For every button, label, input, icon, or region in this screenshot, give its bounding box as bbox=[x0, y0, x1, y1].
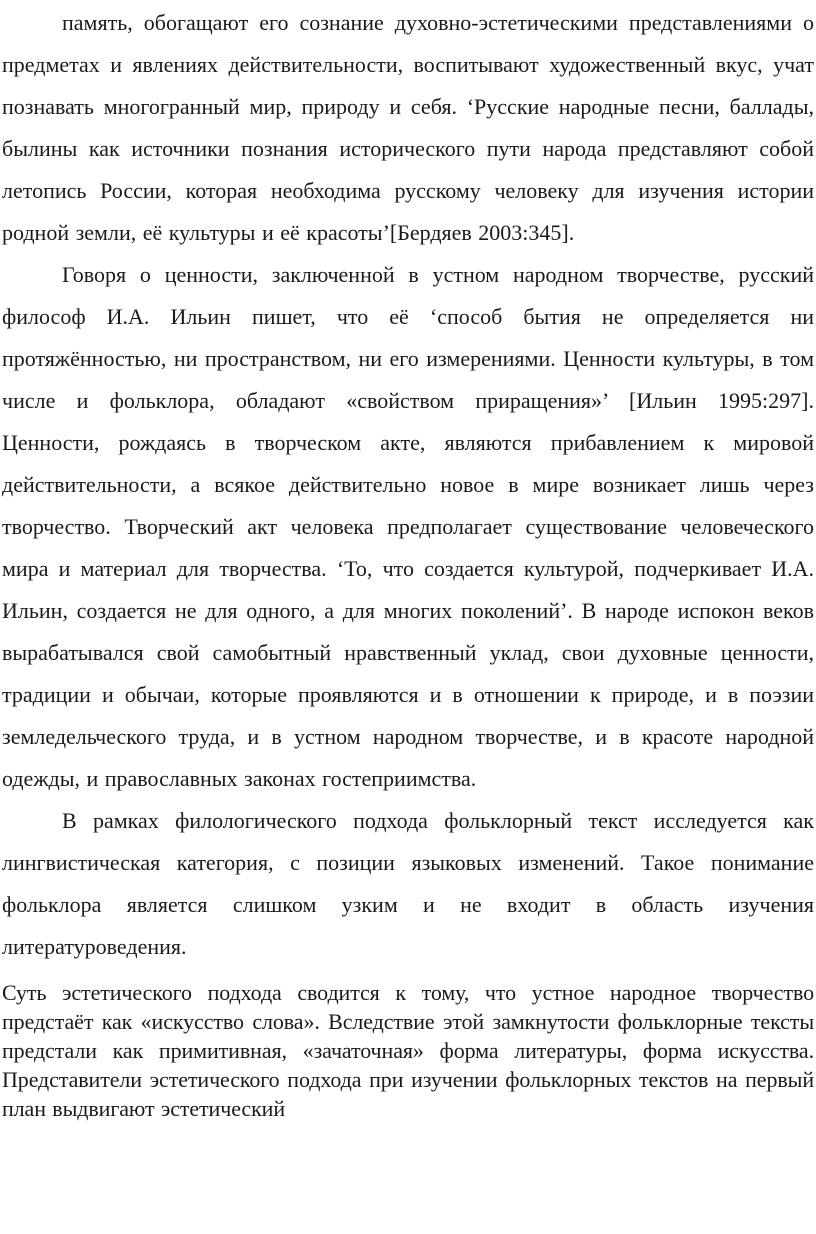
paragraph-2: Говоря о ценности, заключенной в устном народном творчестве, русский философ И.А. Ильин пишет, что её ‘способ бытия не определяется ни протяжённостью, ни пространством, ни его измерениями. Ценности культуры, в том числе и фольклора, обладают «свойством приращения»’ [Ильин 1995:297]. Ценности, рождаясь в творческом акте, являются прибавлением к мировой действительности, а всякое действительно новое в мире возникает лишь через творчество. Творческий акт человека предполагает существование человеческого мира и материал для творчества. ‘То, что создается культурой, подчеркивает И.А. Ильин, создается не для одного, а для многих поколений’. В народе испокон веков вырабатывался свой самобытный нравственный уклад, свои духовные ценности, традиции и обычаи, которые проявляются и в отношении к природе, и в поэзии земледельческого труда, и в устном народном творчестве, и в красоте народной одежды, и православных законах гостеприимства. bbox=[2, 262, 814, 791]
paragraph-3: В рамках филологического подхода фольклорный текст исследуется как лингвистическая категория, с позиции языковых изменений. Такое понимание фольклора является слишком узким и не входит в область изучения литературоведения. bbox=[2, 808, 814, 959]
paragraph-4: Суть эстетического подхода сводится к тому, что устное народное творчество предстаёт как «искусство слова». Вследствие этой замкнутости фольклорные тексты предстали как примитивная, «зачаточная» форма литературы, форма искусства. Представители эстетического подхода при изучении фольклорных текстов на первый план выдвигают эстетический bbox=[2, 980, 814, 1121]
paragraph-1: память, обогащают его сознание духовно-эстетическими представлениями о предметах и явлениях действительности, воспитывают художественный вкус, учат познавать многогранный мир, природу и себя. ‘Русские народные песни, баллады, былины как источники познания исторического пути народа представляют собой летопись России, которая необходима русскому человеку для изучения истории родной земли, её культуры и её красоты’[Бердяев 2003:345]. bbox=[2, 10, 814, 245]
